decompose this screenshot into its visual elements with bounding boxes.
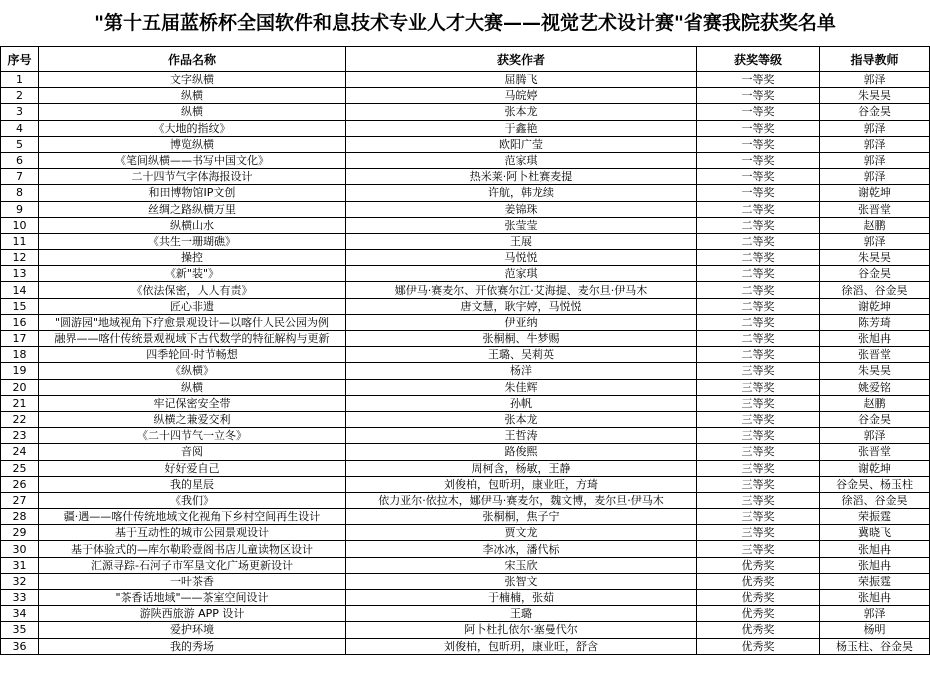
cell-index: 31 bbox=[1, 557, 39, 573]
cell-advisor: 杨明 bbox=[820, 622, 930, 638]
cell-award-level: 三等奖 bbox=[697, 541, 820, 557]
cell-authors: 姜锦珠 bbox=[346, 201, 697, 217]
cell-advisor: 谷金昊 bbox=[820, 266, 930, 282]
cell-award-level: 二等奖 bbox=[697, 233, 820, 249]
cell-work-title: 纵横 bbox=[39, 379, 346, 395]
cell-authors: 张本龙 bbox=[346, 104, 697, 120]
header-award-level: 获奖等级 bbox=[697, 47, 820, 72]
table-row bbox=[1, 88, 930, 104]
cell-index: 12 bbox=[1, 250, 39, 266]
cell-work-title: "圆游园"地域视角下疗愈景观设计—以喀什人民公园为例 bbox=[39, 314, 346, 330]
cell-award-level: 一等奖 bbox=[697, 169, 820, 185]
cell-advisor: 冀晓飞 bbox=[820, 525, 930, 541]
table-row bbox=[1, 509, 930, 525]
header-index: 序号 bbox=[1, 47, 39, 72]
cell-award-level: 二等奖 bbox=[697, 314, 820, 330]
cell-authors: 张桐桐，焦子宁 bbox=[346, 509, 697, 525]
cell-authors: 马皖婷 bbox=[346, 88, 697, 104]
cell-award-level: 二等奖 bbox=[697, 201, 820, 217]
cell-award-level: 优秀奖 bbox=[697, 638, 820, 654]
cell-index: 36 bbox=[1, 638, 39, 654]
table-row bbox=[1, 363, 930, 379]
cell-advisor: 张旭冉 bbox=[820, 541, 930, 557]
cell-award-level: 三等奖 bbox=[697, 363, 820, 379]
cell-index: 26 bbox=[1, 476, 39, 492]
cell-advisor: 张晋堂 bbox=[820, 347, 930, 363]
cell-work-title: 《依法保密，人人有责》 bbox=[39, 282, 346, 298]
cell-work-title: 二十四节气字体海报设计 bbox=[39, 169, 346, 185]
cell-award-level: 二等奖 bbox=[697, 331, 820, 347]
cell-authors: 王展 bbox=[346, 233, 697, 249]
cell-advisor: 谢乾坤 bbox=[820, 185, 930, 201]
cell-advisor: 朱昊昊 bbox=[820, 250, 930, 266]
cell-work-title: 博览纵横 bbox=[39, 136, 346, 152]
cell-advisor: 赵鹏 bbox=[820, 395, 930, 411]
award-table bbox=[0, 46, 930, 655]
cell-award-level: 优秀奖 bbox=[697, 573, 820, 589]
table-row bbox=[1, 492, 930, 508]
cell-index: 15 bbox=[1, 298, 39, 314]
cell-authors: 伊亚纳 bbox=[346, 314, 697, 330]
cell-index: 5 bbox=[1, 136, 39, 152]
cell-authors: 刘俊柏，包昕玥，康业旺，方琦 bbox=[346, 476, 697, 492]
cell-index: 2 bbox=[1, 88, 39, 104]
cell-authors: 路俊熙 bbox=[346, 444, 697, 460]
cell-authors: 宋玉欣 bbox=[346, 557, 697, 573]
cell-authors: 范家琪 bbox=[346, 266, 697, 282]
cell-index: 35 bbox=[1, 622, 39, 638]
cell-award-level: 二等奖 bbox=[697, 217, 820, 233]
cell-work-title: 融界——喀什传统景观视域下古代数学的特征解构与更新 bbox=[39, 331, 346, 347]
cell-authors: 马悦悦 bbox=[346, 250, 697, 266]
cell-authors: 于楠楠，张茹 bbox=[346, 590, 697, 606]
cell-award-level: 优秀奖 bbox=[697, 606, 820, 622]
cell-award-level: 一等奖 bbox=[697, 120, 820, 136]
table-row bbox=[1, 282, 930, 298]
table-row bbox=[1, 169, 930, 185]
table-row bbox=[1, 606, 930, 622]
cell-index: 28 bbox=[1, 509, 39, 525]
cell-work-title: 《新"装"》 bbox=[39, 266, 346, 282]
cell-award-level: 一等奖 bbox=[697, 185, 820, 201]
cell-advisor: 张旭冉 bbox=[820, 557, 930, 573]
cell-work-title: 纵横 bbox=[39, 88, 346, 104]
table-row bbox=[1, 395, 930, 411]
cell-work-title: 《大地的指纹》 bbox=[39, 120, 346, 136]
cell-award-level: 三等奖 bbox=[697, 444, 820, 460]
cell-authors: 依力亚尔·依拉木，娜伊马·赛麦尔，魏文博，麦尔旦·伊马木 bbox=[346, 492, 697, 508]
table-row bbox=[1, 136, 930, 152]
cell-advisor: 张晋堂 bbox=[820, 444, 930, 460]
table-row bbox=[1, 541, 930, 557]
cell-work-title: 纵横 bbox=[39, 104, 346, 120]
cell-work-title: 我的星辰 bbox=[39, 476, 346, 492]
cell-award-level: 一等奖 bbox=[697, 152, 820, 168]
cell-advisor: 徐滔、谷金昊 bbox=[820, 282, 930, 298]
cell-index: 7 bbox=[1, 169, 39, 185]
cell-index: 30 bbox=[1, 541, 39, 557]
table-row bbox=[1, 233, 930, 249]
cell-work-title: 文字纵横 bbox=[39, 72, 346, 88]
cell-work-title: 爱护环境 bbox=[39, 622, 346, 638]
cell-authors: 李冰冰，潘代标 bbox=[346, 541, 697, 557]
cell-authors: 王哲涛 bbox=[346, 428, 697, 444]
cell-authors: 张本龙 bbox=[346, 411, 697, 427]
table-row bbox=[1, 266, 930, 282]
table-body bbox=[1, 72, 930, 655]
cell-award-level: 一等奖 bbox=[697, 104, 820, 120]
cell-award-level: 三等奖 bbox=[697, 509, 820, 525]
cell-advisor: 陈芳琦 bbox=[820, 314, 930, 330]
cell-authors: 贾文龙 bbox=[346, 525, 697, 541]
table-row bbox=[1, 217, 930, 233]
cell-advisor: 郭泽 bbox=[820, 233, 930, 249]
table-row bbox=[1, 347, 930, 363]
cell-advisor: 杨玉柱、谷金昊 bbox=[820, 638, 930, 654]
cell-authors: 张莹莹 bbox=[346, 217, 697, 233]
cell-advisor: 朱昊昊 bbox=[820, 363, 930, 379]
header-authors: 获奖作者 bbox=[346, 47, 697, 72]
cell-award-level: 一等奖 bbox=[697, 72, 820, 88]
cell-index: 23 bbox=[1, 428, 39, 444]
cell-advisor: 朱昊昊 bbox=[820, 88, 930, 104]
table-row bbox=[1, 152, 930, 168]
cell-authors: 孙帆 bbox=[346, 395, 697, 411]
cell-work-title: 我的秀场 bbox=[39, 638, 346, 654]
table-row bbox=[1, 557, 930, 573]
cell-advisor: 谷金昊 bbox=[820, 104, 930, 120]
cell-award-level: 优秀奖 bbox=[697, 557, 820, 573]
cell-work-title: 基于体验式的—库尔勒聆壹阁书店儿童读物区设计 bbox=[39, 541, 346, 557]
cell-authors: 王璐 bbox=[346, 606, 697, 622]
cell-work-title: 四季轮回·时节畅想 bbox=[39, 347, 346, 363]
document-title: "第十五届蓝桥杯全国软件和息技术专业人才大赛——视觉艺术设计赛"省赛我院获奖名单 bbox=[94, 12, 836, 34]
cell-advisor: 谷金昊 bbox=[820, 411, 930, 427]
table-row bbox=[1, 298, 930, 314]
cell-award-level: 三等奖 bbox=[697, 525, 820, 541]
cell-index: 8 bbox=[1, 185, 39, 201]
cell-authors: 周柯含，杨敏，王静 bbox=[346, 460, 697, 476]
cell-index: 25 bbox=[1, 460, 39, 476]
cell-index: 18 bbox=[1, 347, 39, 363]
cell-index: 10 bbox=[1, 217, 39, 233]
cell-advisor: 郭泽 bbox=[820, 136, 930, 152]
cell-authors: 于鑫艳 bbox=[346, 120, 697, 136]
cell-advisor: 郭泽 bbox=[820, 606, 930, 622]
table-row bbox=[1, 185, 930, 201]
cell-work-title: 丝绸之路纵横万里 bbox=[39, 201, 346, 217]
cell-advisor: 郭泽 bbox=[820, 428, 930, 444]
cell-work-title: 基于互动性的城市公园景观设计 bbox=[39, 525, 346, 541]
cell-work-title: 疆·遇——喀什传统地域文化视角下乡村空间再生设计 bbox=[39, 509, 346, 525]
cell-advisor: 张晋堂 bbox=[820, 201, 930, 217]
cell-index: 6 bbox=[1, 152, 39, 168]
table-row bbox=[1, 460, 930, 476]
table-row bbox=[1, 444, 930, 460]
cell-work-title: 和田博物馆IP文创 bbox=[39, 185, 346, 201]
cell-index: 4 bbox=[1, 120, 39, 136]
cell-authors: 屈腾飞 bbox=[346, 72, 697, 88]
cell-index: 3 bbox=[1, 104, 39, 120]
table-row bbox=[1, 590, 930, 606]
cell-award-level: 一等奖 bbox=[697, 88, 820, 104]
cell-index: 19 bbox=[1, 363, 39, 379]
cell-work-title: 《纵横》 bbox=[39, 363, 346, 379]
cell-index: 22 bbox=[1, 411, 39, 427]
cell-authors: 杨洋 bbox=[346, 363, 697, 379]
cell-work-title: 牢记保密安全带 bbox=[39, 395, 346, 411]
cell-index: 16 bbox=[1, 314, 39, 330]
cell-work-title: 音阅 bbox=[39, 444, 346, 460]
header-work-title: 作品名称 bbox=[39, 47, 346, 72]
cell-work-title: 操控 bbox=[39, 250, 346, 266]
cell-advisor: 荣振霆 bbox=[820, 509, 930, 525]
table-row bbox=[1, 72, 930, 88]
cell-authors: 热米莱·阿卜杜赛麦提 bbox=[346, 169, 697, 185]
table-row bbox=[1, 201, 930, 217]
cell-award-level: 三等奖 bbox=[697, 476, 820, 492]
cell-authors: 朱佳辉 bbox=[346, 379, 697, 395]
cell-authors: 许航，韩龙续 bbox=[346, 185, 697, 201]
cell-advisor: 郭泽 bbox=[820, 120, 930, 136]
cell-work-title: 游陕西旅游 APP 设计 bbox=[39, 606, 346, 622]
cell-work-title: 《笔间纵横——书写中国文化》 bbox=[39, 152, 346, 168]
cell-award-level: 优秀奖 bbox=[697, 590, 820, 606]
cell-award-level: 二等奖 bbox=[697, 298, 820, 314]
cell-award-level: 优秀奖 bbox=[697, 622, 820, 638]
cell-advisor: 谢乾坤 bbox=[820, 298, 930, 314]
header-advisor: 指导教师 bbox=[820, 47, 930, 72]
cell-index: 14 bbox=[1, 282, 39, 298]
cell-award-level: 二等奖 bbox=[697, 250, 820, 266]
cell-authors: 范家琪 bbox=[346, 152, 697, 168]
table-row bbox=[1, 104, 930, 120]
cell-advisor: 张旭冉 bbox=[820, 331, 930, 347]
cell-index: 33 bbox=[1, 590, 39, 606]
table-row bbox=[1, 120, 930, 136]
cell-award-level: 三等奖 bbox=[697, 428, 820, 444]
cell-advisor: 姚爱铭 bbox=[820, 379, 930, 395]
cell-advisor: 郭泽 bbox=[820, 72, 930, 88]
cell-work-title: 《我们》 bbox=[39, 492, 346, 508]
cell-authors: 王璐、吴莉英 bbox=[346, 347, 697, 363]
cell-advisor: 徐滔、谷金昊 bbox=[820, 492, 930, 508]
cell-award-level: 三等奖 bbox=[697, 411, 820, 427]
table-row bbox=[1, 331, 930, 347]
cell-work-title: 一叶茶香 bbox=[39, 573, 346, 589]
cell-index: 17 bbox=[1, 331, 39, 347]
cell-authors: 唐文慧，耿宇婷，马悦悦 bbox=[346, 298, 697, 314]
table-row bbox=[1, 411, 930, 427]
cell-index: 21 bbox=[1, 395, 39, 411]
cell-authors: 刘俊柏，包昕玥，康业旺，舒含 bbox=[346, 638, 697, 654]
cell-authors: 欧阳广莹 bbox=[346, 136, 697, 152]
table-row bbox=[1, 428, 930, 444]
table-row bbox=[1, 638, 930, 654]
cell-work-title: 《二十四节气一立冬》 bbox=[39, 428, 346, 444]
table-row bbox=[1, 573, 930, 589]
cell-work-title: 汇源寻踪-石河子市军垦文化广场更新设计 bbox=[39, 557, 346, 573]
cell-index: 20 bbox=[1, 379, 39, 395]
table-row bbox=[1, 525, 930, 541]
cell-work-title: 纵横之兼爱交利 bbox=[39, 411, 346, 427]
cell-index: 34 bbox=[1, 606, 39, 622]
cell-award-level: 三等奖 bbox=[697, 395, 820, 411]
cell-authors: 阿卜杜扎依尔·塞曼代尔 bbox=[346, 622, 697, 638]
cell-authors: 张智文 bbox=[346, 573, 697, 589]
cell-award-level: 二等奖 bbox=[697, 266, 820, 282]
cell-index: 13 bbox=[1, 266, 39, 282]
table-row bbox=[1, 314, 930, 330]
cell-advisor: 荣振霆 bbox=[820, 573, 930, 589]
cell-award-level: 三等奖 bbox=[697, 460, 820, 476]
cell-work-title: 好好爱自己 bbox=[39, 460, 346, 476]
cell-work-title: 纵横山水 bbox=[39, 217, 346, 233]
cell-advisor: 郭泽 bbox=[820, 152, 930, 168]
table-header-row bbox=[1, 47, 930, 72]
cell-award-level: 三等奖 bbox=[697, 492, 820, 508]
cell-award-level: 三等奖 bbox=[697, 379, 820, 395]
cell-work-title: "茶香话地域"——茶室空间设计 bbox=[39, 590, 346, 606]
cell-advisor: 张旭冉 bbox=[820, 590, 930, 606]
cell-award-level: 一等奖 bbox=[697, 136, 820, 152]
cell-work-title: 匠心非遗 bbox=[39, 298, 346, 314]
cell-authors: 张桐桐、牛梦赐 bbox=[346, 331, 697, 347]
table-row bbox=[1, 476, 930, 492]
cell-index: 27 bbox=[1, 492, 39, 508]
cell-authors: 娜伊马·赛麦尔、开依赛尔江·艾海提、麦尔旦·伊马木 bbox=[346, 282, 697, 298]
cell-advisor: 谢乾坤 bbox=[820, 460, 930, 476]
cell-index: 1 bbox=[1, 72, 39, 88]
cell-index: 24 bbox=[1, 444, 39, 460]
cell-award-level: 二等奖 bbox=[697, 282, 820, 298]
cell-award-level: 二等奖 bbox=[697, 347, 820, 363]
table-row bbox=[1, 250, 930, 266]
cell-advisor: 谷金昊、杨玉柱 bbox=[820, 476, 930, 492]
cell-index: 32 bbox=[1, 573, 39, 589]
table-row bbox=[1, 379, 930, 395]
cell-index: 9 bbox=[1, 201, 39, 217]
cell-work-title: 《共生一珊瑚礁》 bbox=[39, 233, 346, 249]
cell-index: 11 bbox=[1, 233, 39, 249]
cell-advisor: 赵鹏 bbox=[820, 217, 930, 233]
cell-advisor: 郭泽 bbox=[820, 169, 930, 185]
table-row bbox=[1, 622, 930, 638]
cell-index: 29 bbox=[1, 525, 39, 541]
